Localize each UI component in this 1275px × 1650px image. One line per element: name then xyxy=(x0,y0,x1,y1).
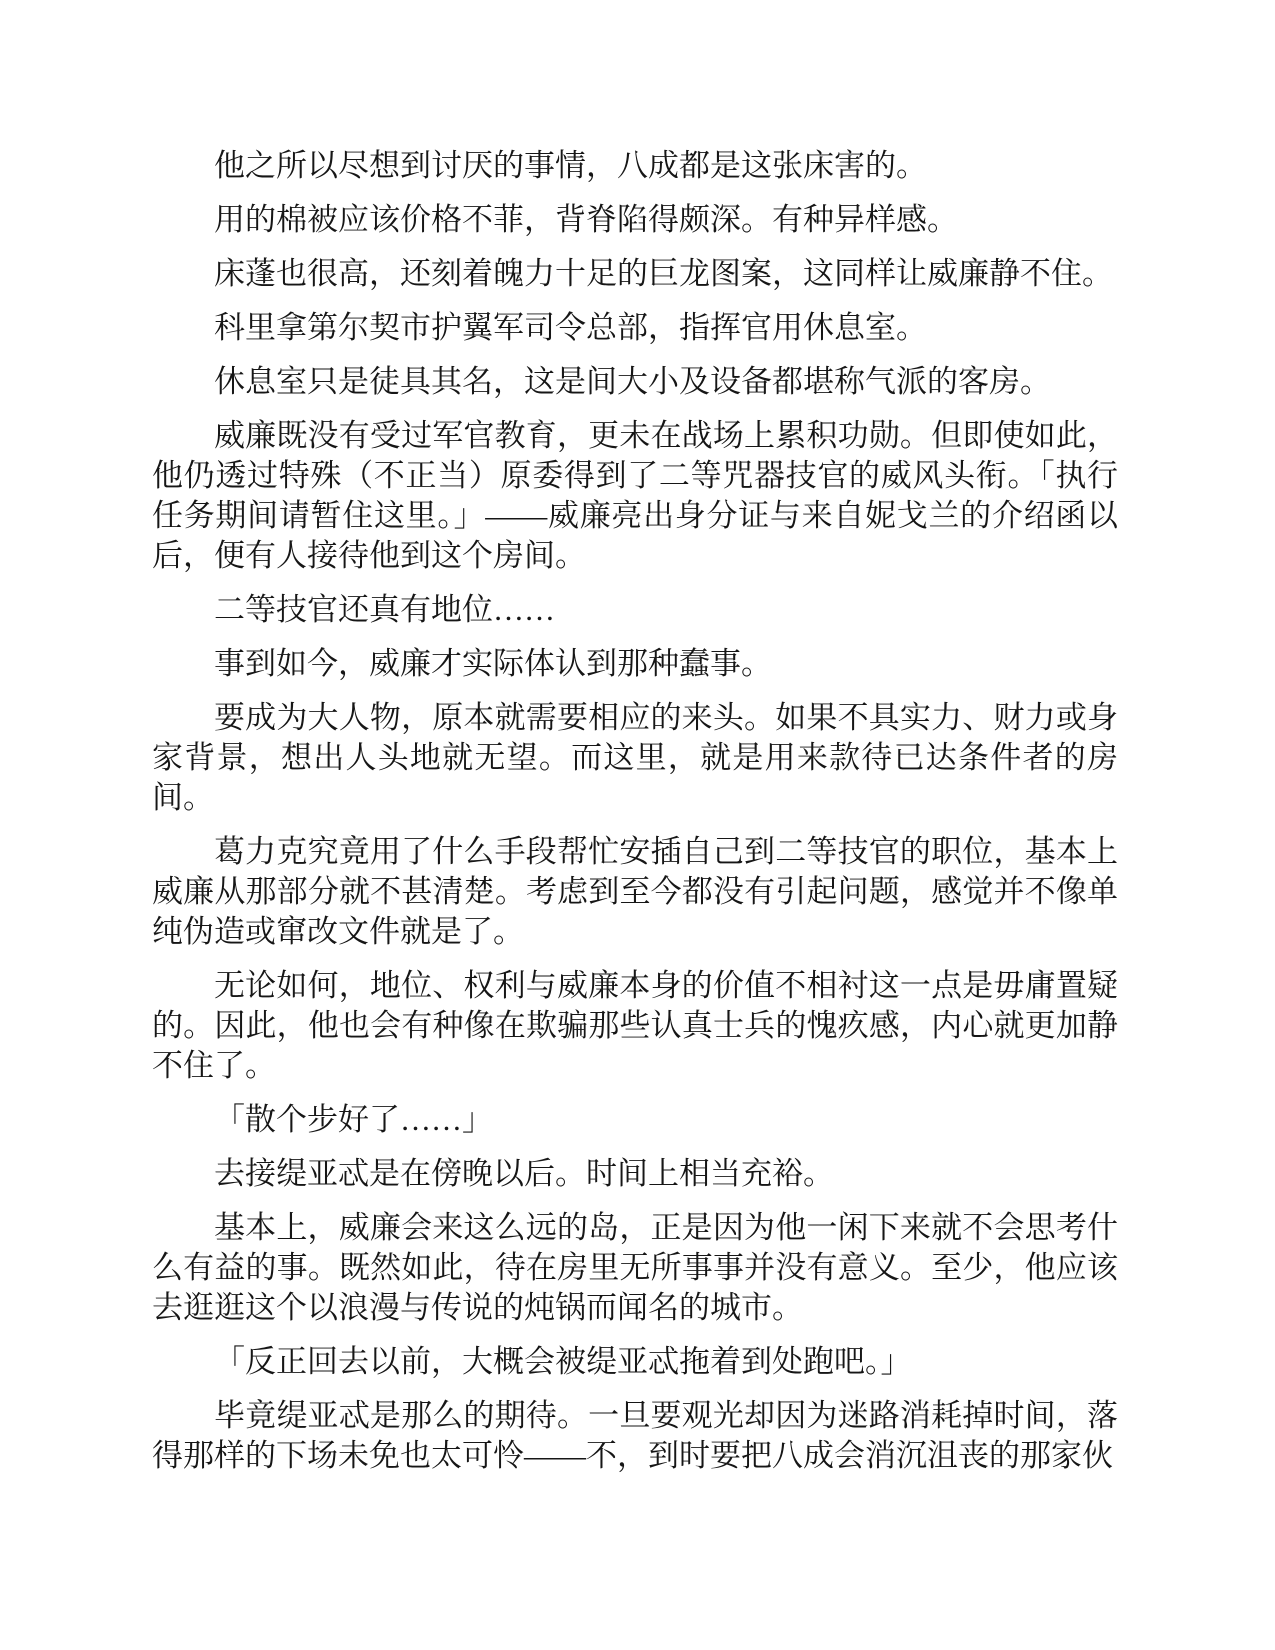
paragraph: 威廉既没有受过军官教育，更未在战场上累积功勋。但即使如此，他仍透过特殊（不正当）原委得到了二等咒器技官的威风头衔。「执行任务期间请暂住这里。」——威廉亮出身分证与来自妮戈兰的介绍函以后，便有人接待他到这个房间。 xyxy=(152,418,1118,573)
paragraph: 要成为大人物，原本就需要相应的来头。如果不具实力、财力或身家背景，想出人头地就无望。而这里，就是用来款待已达条件者的房间。 xyxy=(152,700,1118,815)
paragraph: 用的棉被应该价格不菲，背脊陷得颇深。有种异样感。 xyxy=(214,202,958,237)
paragraph: 基本上，威廉会来这么远的岛，正是因为他一闲下来就不会思考什么有益的事。既然如此，待在房里无所事事并没有意义。至少，他应该去逛逛这个以浪漫与传说的炖锅而闻名的城市。 xyxy=(152,1210,1118,1325)
paragraph: 休息室只是徒具其名，这是间大小及设备都堪称气派的客房。 xyxy=(214,364,1051,399)
paragraph: 科里拿第尔契市护翼军司令总部，指挥官用休息室。 xyxy=(214,310,927,345)
text-column xyxy=(152,146,1118,1476)
paragraph: 去接缇亚忒是在傍晚以后。时间上相当充裕。 xyxy=(214,1156,834,1191)
paragraph: 「反正回去以前，大概会被缇亚忒拖着到处跑吧。」 xyxy=(214,1344,912,1379)
paragraph: 毕竟缇亚忒是那么的期待。一旦要观光却因为迷路消耗掉时间，落得那样的下场未免也太可怜——不，到时要把八成会消沉沮丧的那家伙 xyxy=(152,1398,1118,1473)
paragraph: 床蓬也很高，还刻着魄力十足的巨龙图案，这同样让威廉静不住。 xyxy=(214,256,1113,291)
paragraph: 「散个步好了……」 xyxy=(214,1102,493,1137)
paragraph: 葛力克究竟用了什么手段帮忙安插自己到二等技官的职位，基本上威廉从那部分就不甚清楚。考虑到至今都没有引起问题，感觉并不像单纯伪造或窜改文件就是了。 xyxy=(152,834,1118,949)
paragraph: 事到如今，威廉才实际体认到那种蠢事。 xyxy=(214,646,772,681)
paragraph: 他之所以尽想到讨厌的事情，八成都是这张床害的。 xyxy=(214,148,927,183)
paragraph: 二等技官还真有地位…… xyxy=(214,592,555,627)
paragraph: 无论如何，地位、权利与威廉本身的价值不相衬这一点是毋庸置疑的。因此，他也会有种像在欺骗那些认真士兵的愧疚感，内心就更加静不住了。 xyxy=(152,968,1118,1083)
